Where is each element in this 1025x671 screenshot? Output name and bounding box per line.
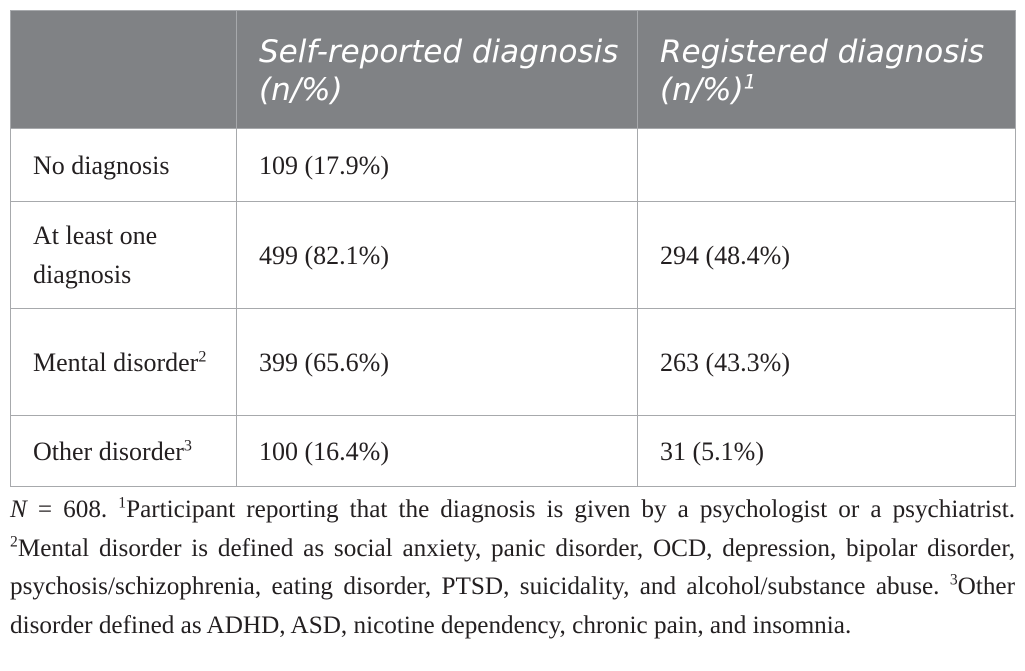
header-self-reported: [237, 11, 638, 129]
table-header: [11, 11, 1016, 129]
table-body: [11, 129, 1016, 487]
header-registered-label: Registered diagnosis (n/%): [660, 33, 985, 108]
footnote-2-text: Mental disorder is defined as social anxiety, panic disorder, OCD, depression, bipolar disorder, psychosis/schizophrenia, eating disorder, PTSD, suicidality, and alcohol/substance abuse.: [10, 534, 1015, 600]
header-cell-empty: [11, 11, 237, 129]
footnote-1-text: Participant reporting that the diagnosis is given by a psychologist or a psychiatrist.: [126, 496, 1015, 523]
table-footnote: [10, 491, 1015, 645]
registered-value: [638, 129, 1016, 202]
registered-value: 263 (43.3%): [638, 309, 1016, 416]
row-label-text: Other disorder: [33, 436, 184, 466]
footnote-3-text: Other disorder defined as ADHD, ASD, nicotine dependency, chronic pain, and insomnia.: [10, 573, 1015, 639]
row-label: [11, 416, 237, 487]
footnote-3-marker: 3: [949, 571, 958, 589]
self-reported-value: 399 (65.6%): [237, 309, 638, 416]
row-label-text: At least one diagnosis: [33, 221, 158, 289]
footnote-n-value: = 608.: [26, 496, 119, 523]
header-registered: [638, 11, 1016, 129]
table-row: [11, 129, 1016, 202]
row-label: [11, 202, 237, 309]
table-row: [11, 202, 1016, 309]
self-reported-value: 499 (82.1%): [237, 202, 638, 309]
footnote-1-marker: 1: [118, 494, 127, 512]
row-label: No diagnosis: [11, 129, 237, 202]
registered-value: 31 (5.1%): [638, 416, 1016, 487]
footnote-2-marker: 2: [10, 533, 18, 551]
table-row: [11, 309, 1016, 416]
header-self-reported-label: Self-reported diagnosis (n/%): [259, 33, 619, 108]
row-label-text: Mental disorder: [33, 347, 199, 377]
table-row: [11, 416, 1016, 487]
self-reported-value: 100 (16.4%): [237, 416, 638, 487]
footnote-n-label: N: [10, 496, 27, 523]
footnote-marker-1: 1: [743, 70, 756, 94]
footnote-marker-2: 2: [198, 347, 207, 365]
row-label: [11, 309, 237, 416]
diagnosis-table: [10, 10, 1016, 487]
header-row: [11, 11, 1016, 129]
registered-value: 294 (48.4%): [638, 202, 1016, 309]
self-reported-value: 109 (17.9%): [237, 129, 638, 202]
footnote-marker-3: 3: [183, 436, 192, 454]
